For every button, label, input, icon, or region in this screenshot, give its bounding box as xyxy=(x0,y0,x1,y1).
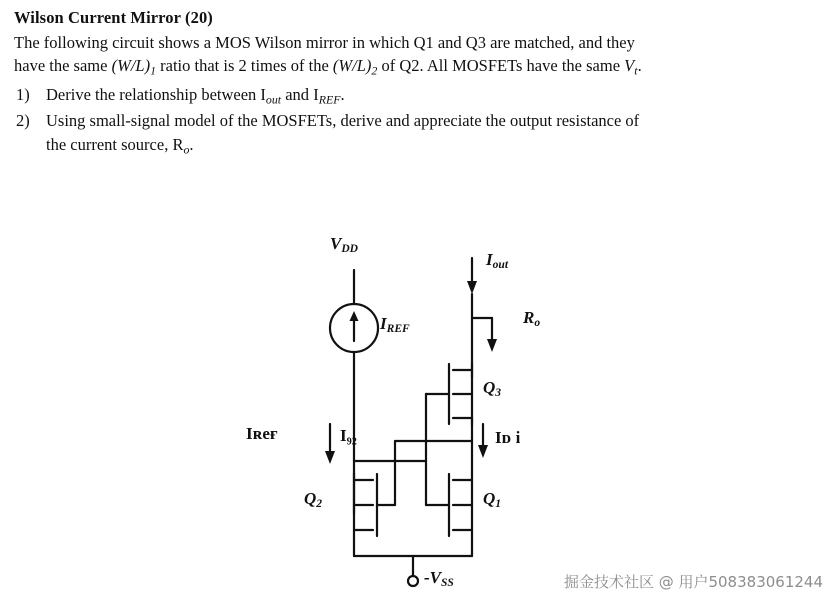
circuit-figure xyxy=(240,228,640,596)
vt-symbol: V xyxy=(624,56,635,76)
label-vdd-text: V xyxy=(330,234,342,253)
label-vss xyxy=(424,568,454,589)
question-2-number: 2) xyxy=(16,111,30,131)
wl-ratio-1-sub: 1 xyxy=(150,63,157,78)
annotation-iref-left: Iʀеғ xyxy=(246,424,278,443)
question-list xyxy=(14,83,819,158)
label-q1-sub: 1 xyxy=(495,497,502,511)
iref-symbol: I xyxy=(313,85,319,105)
question-2-text-a: Using small-signal model of the MOSFETs, derive and appreciate the output resistance of xyxy=(46,111,640,131)
label-q3-sub: 3 xyxy=(495,386,502,400)
label-vss-text: -V xyxy=(424,568,441,587)
iout-symbol: I xyxy=(260,85,266,105)
circuit-schematic-svg xyxy=(240,228,640,596)
problem-text-block xyxy=(14,8,819,159)
vss-terminal-circle xyxy=(408,576,418,586)
iout-symbol-sub: out xyxy=(265,92,282,107)
label-q2-text: Q xyxy=(304,489,317,508)
label-q2-sub: 2 xyxy=(316,497,323,511)
iout-arrow-head xyxy=(467,281,477,294)
label-q3-text: Q xyxy=(483,378,496,397)
vt-symbol-sub: t xyxy=(634,63,638,78)
iref-hand-arrow-head xyxy=(325,451,335,464)
intro-line2-text-a: have the same xyxy=(14,56,112,76)
label-q3 xyxy=(483,378,501,399)
label-iout xyxy=(486,250,508,271)
label-q1-text: Q xyxy=(483,489,496,508)
intro-line2-text-b: ratio that is 2 times of the xyxy=(156,56,333,76)
wl-ratio-2-sub: 2 xyxy=(371,63,378,78)
question-1-text-a: Derive the relationship between xyxy=(46,85,261,105)
intro-line2-text-c: of Q2. All MOSFETs have the same xyxy=(377,56,625,76)
wl-ratio-2: (W/L) xyxy=(332,56,372,76)
label-ro-text: R xyxy=(523,308,535,327)
label-iout-text: I xyxy=(486,250,493,269)
label-vdd-sub: DD xyxy=(341,242,359,256)
iref-symbol-sub: REF xyxy=(318,92,341,107)
current-source-arrow-head xyxy=(350,311,359,321)
id1-hand-arrow-head xyxy=(478,445,488,458)
problem-intro-line2 xyxy=(14,54,819,79)
annotation-id1: Iᴅ i xyxy=(495,428,521,447)
label-iref-source-sub: REF xyxy=(386,322,410,336)
question-1-number: 1) xyxy=(16,85,30,105)
question-2-text-c: . xyxy=(189,134,194,154)
label-q1 xyxy=(483,489,501,510)
annotation-id2: I₉₂ xyxy=(340,426,357,445)
label-ro xyxy=(523,308,540,329)
label-iref-source xyxy=(380,314,410,335)
label-iout-sub: out xyxy=(492,258,509,272)
question-1-text-b: and xyxy=(281,85,314,105)
ro-symbol-sub: o xyxy=(183,142,190,157)
question-item-2 xyxy=(14,109,819,158)
intro-line1-text: The following circuit shows a MOS Wilson mirror in which Q1 and Q3 are matched, and they xyxy=(14,32,635,52)
problem-intro-line1 xyxy=(14,31,819,54)
question-1-text-c: . xyxy=(340,85,345,105)
label-vss-sub: SS xyxy=(441,576,454,590)
label-iref-source-text: I xyxy=(380,314,387,333)
ro-marker-arrow-head xyxy=(487,339,497,352)
intro-line2-text-d: . xyxy=(637,56,642,76)
question-item-1 xyxy=(14,83,819,108)
question-2-text-b: the current source, xyxy=(46,134,173,154)
problem-title: Wilson Current Mirror (20) xyxy=(14,8,213,27)
watermark-text: 掘金技术社区 @ 用户508383061244 xyxy=(563,573,823,591)
label-vdd xyxy=(330,234,358,255)
wl-ratio-1: (W/L) xyxy=(111,56,151,76)
label-q2 xyxy=(304,489,322,510)
ro-symbol: R xyxy=(172,134,184,154)
label-ro-sub: o xyxy=(534,316,541,330)
